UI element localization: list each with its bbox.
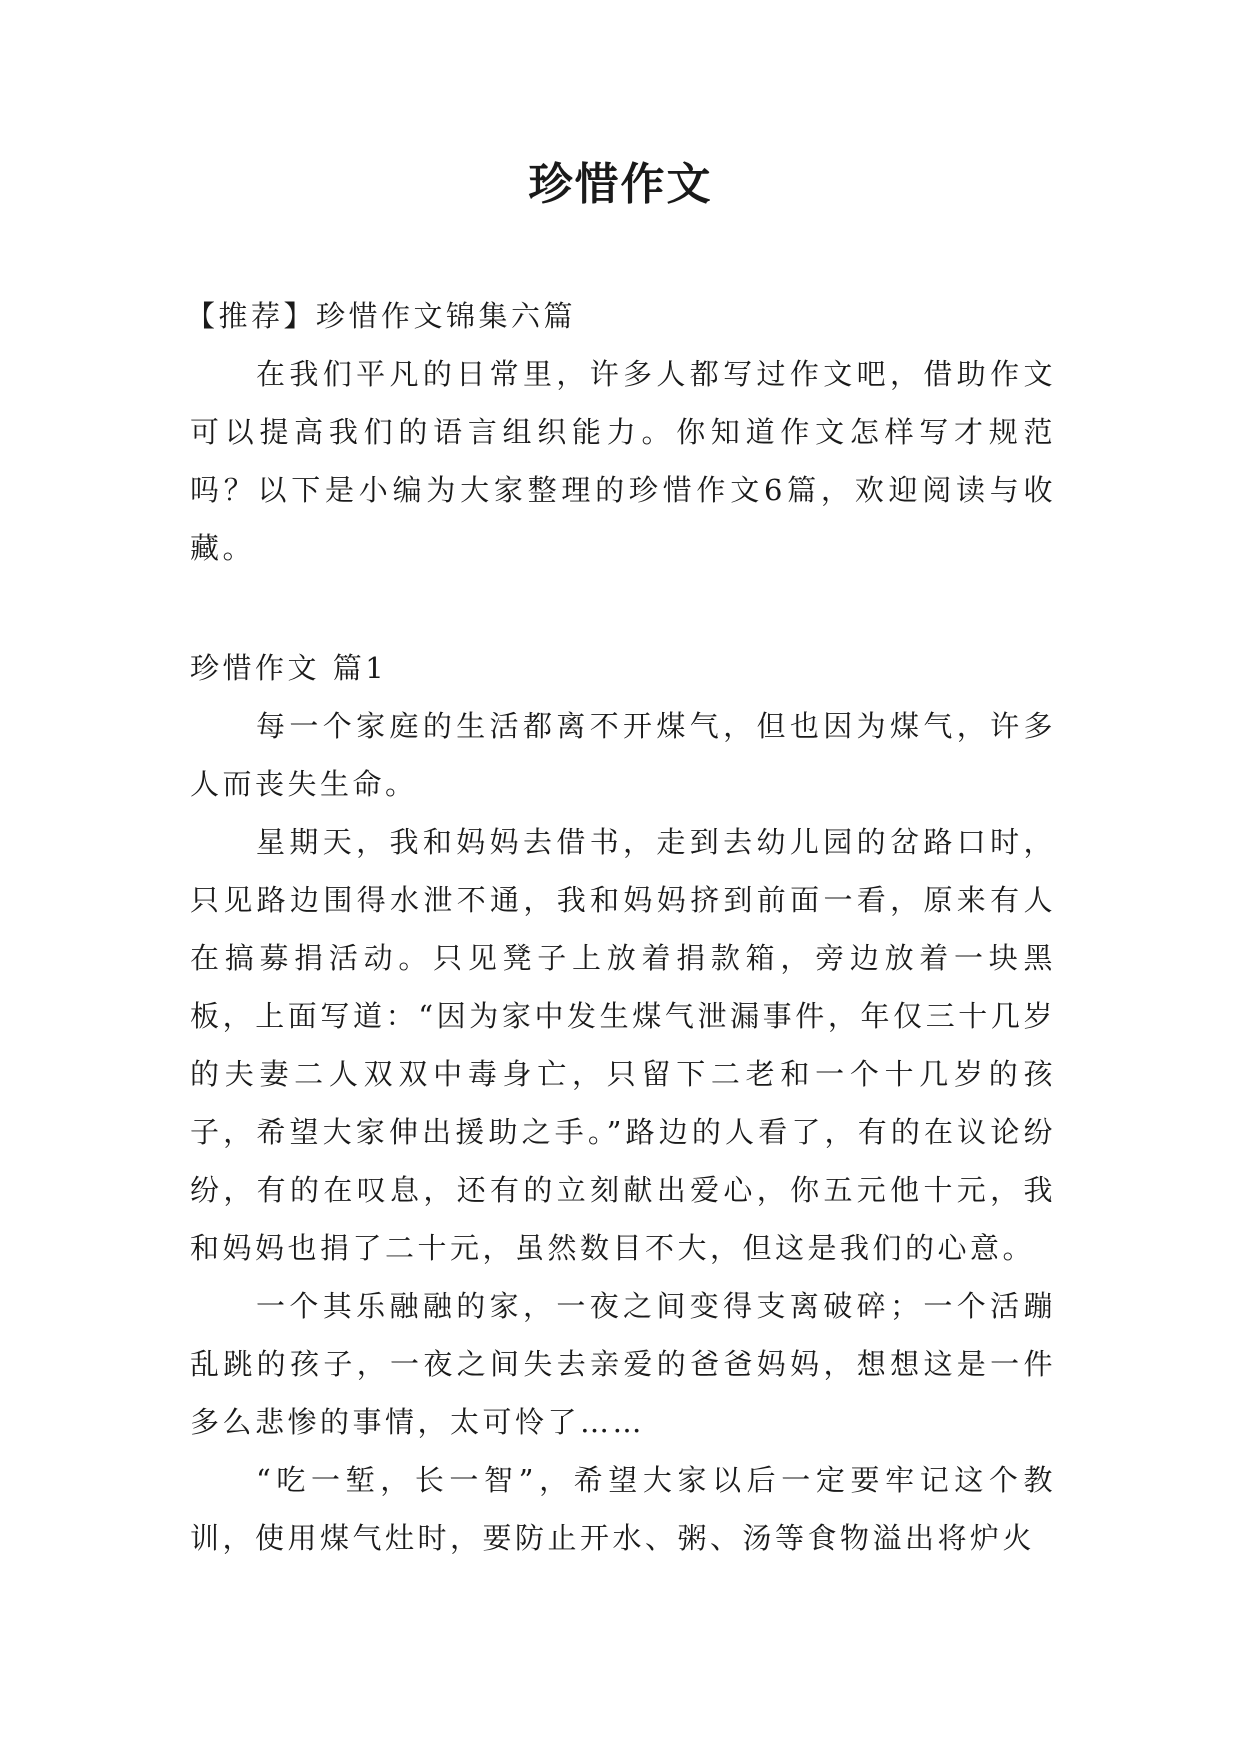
intro-paragraph: 在我们平凡的日常里，许多人都写过作文吧，借助作文可以提高我们的语言组织能力。你知道作文怎样写才规范吗？以下是小编为大家整理的珍惜作文6篇，欢迎阅读与收藏。 — [190, 357, 1056, 565]
document-title: 珍惜作文 — [528, 159, 713, 210]
section-body — [190, 697, 1056, 1567]
body-paragraph: 每一个家庭的生活都离不开煤气，但也因为煤气，许多人而丧失生命。 — [190, 709, 1056, 801]
body-paragraph: “吃一堑，长一智”，希望大家以后一定要牢记这个教训，使用煤气灶时，要防止开水、粥、汤等食物溢出将炉火 — [190, 1463, 1056, 1555]
body-paragraph: 星期天，我和妈妈去借书，走到去幼儿园的岔路口时，只见路边围得水泄不通，我和妈妈挤到前面一看，原来有人在搞募捐活动。只见凳子上放着捐款箱，旁边放着一块黑板，上面写道：“因为家中发生煤气泄漏事件，年仅三十几岁的夫妻二人双双中毒身亡，只留下二老和一个十几岁的孩子，希望大家伸出援助之手。”路边的人看了，有的在议论纷纷，有的在叹息，还有的立刻献出爱心，你五元他十元，我和妈妈也捐了二十元，虽然数目不大，但这是我们的心意。 — [190, 825, 1056, 1265]
document-subtitle: 【推荐】珍惜作文锦集六篇 — [186, 299, 577, 333]
section-heading: 珍惜作文 篇1 — [190, 651, 388, 685]
intro-block — [190, 345, 1056, 577]
body-paragraph: 一个其乐融融的家，一夜之间变得支离破碎；一个活蹦乱跳的孩子，一夜之间失去亲爱的爸爸妈妈，想想这是一件多么悲惨的事情，太可怜了…… — [190, 1289, 1056, 1439]
